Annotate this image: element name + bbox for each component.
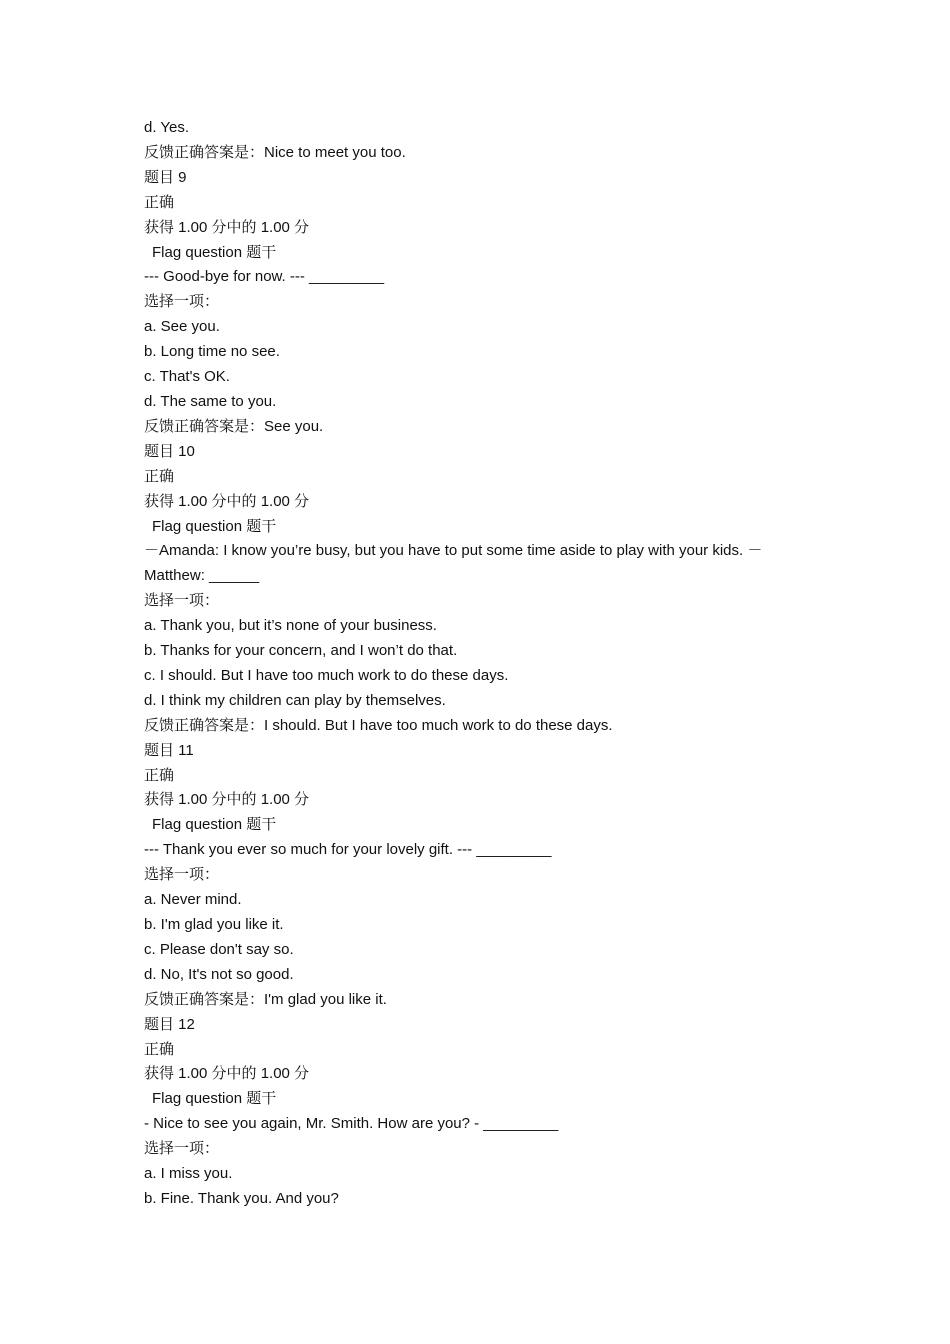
question-status: 正确 — [144, 193, 175, 211]
feedback-answer: 反馈正确答案是：I'm glad you like it. — [144, 990, 387, 1008]
question-score: 获得 1.00 分中的 1.00 分 — [144, 791, 310, 809]
option-b: b. I'm glad you like it. — [144, 916, 284, 933]
choose-one-label: 选择一项： — [144, 293, 220, 311]
choose-one-label: 选择一项： — [144, 1140, 220, 1158]
quiz-content — [144, 116, 824, 1212]
question-number: 题目 12 — [144, 1015, 195, 1033]
option-a: a. See you. — [144, 318, 220, 336]
choose-one-label: 选择一项： — [144, 866, 220, 884]
question-text: --- Thank you ever so much for your lovely gift. --- _________ — [144, 841, 552, 859]
question-score: 获得 1.00 分中的 1.00 分 — [144, 1065, 310, 1083]
question-status: 正确 — [144, 766, 175, 784]
feedback-answer: 反馈正确答案是：I should. But I have too much work to do these days. — [144, 716, 613, 734]
flag-question-label: Flag question 题干 — [152, 816, 277, 834]
option-b: b. Fine. Thank you. And you? — [144, 1189, 339, 1207]
option-d: d. Yes. — [144, 119, 190, 136]
choose-one-label: 选择一项： — [144, 592, 220, 610]
question-number: 题目 10 — [144, 442, 195, 460]
question-score: 获得 1.00 分中的 1.00 分 — [144, 492, 310, 510]
option-c: c. That's OK. — [144, 368, 230, 386]
question-number: 题目 11 — [144, 741, 194, 759]
feedback-answer: 反馈正确答案是：See you. — [144, 417, 324, 435]
question-status: 正确 — [144, 1040, 175, 1058]
feedback-answer: 反馈正确答案是：Nice to meet you too. — [144, 143, 406, 161]
option-a: a. Thank you, but it’s none of your business. — [144, 617, 437, 635]
option-b: b. Long time no see. — [144, 343, 280, 361]
question-text-continued: Matthew: ______ — [144, 567, 260, 585]
question-score: 获得 1.00 分中的 1.00 分 — [144, 218, 310, 236]
question-number: 题目 9 — [144, 168, 187, 186]
flag-question-label: Flag question 题干 — [152, 1090, 277, 1108]
question-text: - Nice to see you again, Mr. Smith. How are you? - _________ — [144, 1115, 559, 1133]
flag-question-label: Flag question 题干 — [152, 517, 277, 535]
option-c: c. I should. But I have too much work to do these days. — [144, 666, 509, 684]
option-c: c. Please don't say so. — [144, 940, 294, 958]
flag-question-label: Flag question 题干 — [152, 243, 277, 261]
option-d: d. The same to you. — [144, 392, 277, 410]
option-d: d. No, It's not so good. — [144, 965, 294, 983]
option-a: a. Never mind. — [144, 891, 242, 909]
option-d: d. I think my children can play by themselves. — [144, 691, 446, 709]
question-text: --- Good-bye for now. --- _________ — [144, 268, 385, 286]
option-a: a. I miss you. — [144, 1165, 233, 1183]
question-status: 正确 — [144, 467, 175, 485]
question-text: －Amanda: I know you’re busy, but you have to put some time aside to play with your kids. － — [144, 542, 763, 560]
option-b: b. Thanks for your concern, and I won’t do that. — [144, 642, 458, 660]
